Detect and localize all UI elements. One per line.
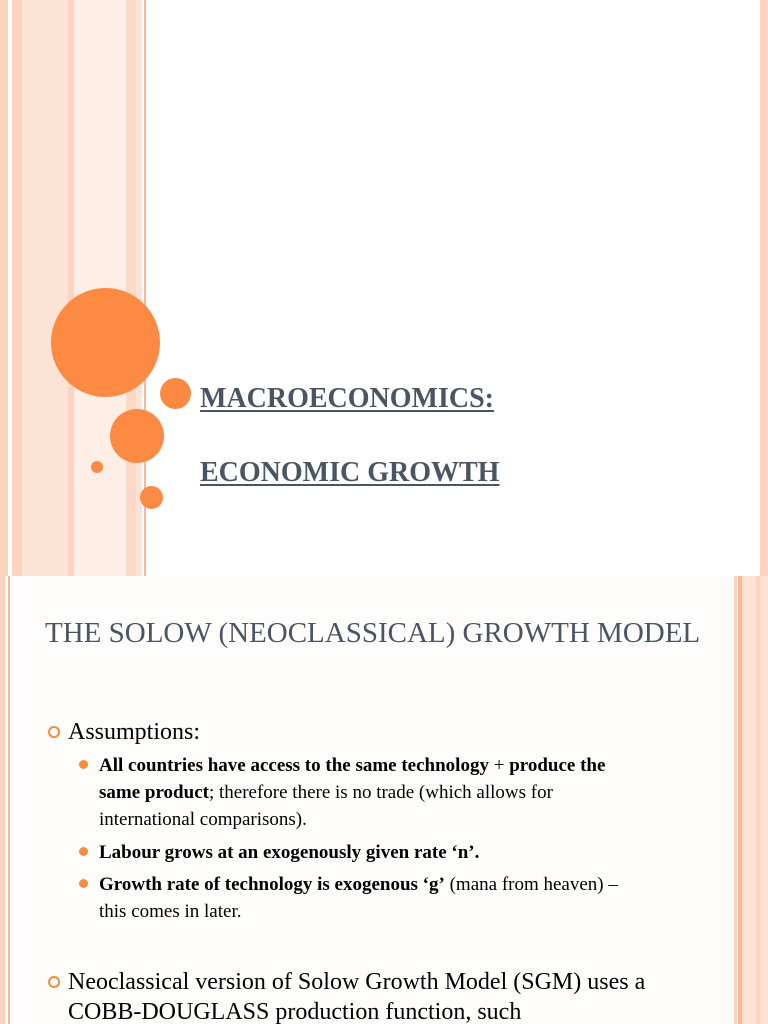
sub-bullet-bold: Labour grows at an exogenously given rate ‘n’. <box>99 842 480 863</box>
decor-circle-medium <box>110 409 164 463</box>
sub-bullet-text: ; therefore there is no trade (which allows for international comparisons). <box>99 782 553 830</box>
sub-bullet-text: + <box>488 755 510 776</box>
decor-stripe <box>12 0 22 576</box>
bullet-assumptions <box>68 717 708 747</box>
content-slide <box>0 576 768 1024</box>
sub-bullet-bold-2: produce the same product <box>99 755 606 803</box>
bullet-text: Neoclassical version of Solow Growth Model (SGM) uses a COBB-DOUGLASS production function, such <box>68 969 646 1024</box>
slide-title <box>200 343 499 528</box>
slide-heading: THE SOLOW (NEOCLASSICAL) GROWTH MODEL <box>45 617 701 649</box>
decor-stripe <box>126 0 136 576</box>
decor-circle-tiny <box>91 461 103 473</box>
decor-stripe <box>8 576 10 1024</box>
title-line-1: MACROECONOMICS: <box>200 383 494 414</box>
decor-stripe <box>760 576 768 1024</box>
title-line-2: ECONOMIC GROWTH <box>200 457 500 488</box>
sub-bullet-growth-rate <box>99 871 619 925</box>
sub-bullet-bold: Growth rate of technology is exogenous ‘g’ <box>99 874 445 895</box>
decor-stripe <box>22 0 68 576</box>
bullet-dot-icon <box>79 879 88 888</box>
decor-stripe <box>734 576 737 1024</box>
sub-bullet-technology <box>99 752 619 833</box>
bullet-ring-icon <box>48 726 60 738</box>
decor-stripe <box>760 0 768 576</box>
bullet-neoclassical <box>68 967 648 1024</box>
bullet-ring-icon <box>48 976 60 988</box>
bullet-dot-icon <box>79 760 88 769</box>
decor-stripe <box>136 0 142 576</box>
bullet-text: Assumptions: <box>68 719 201 745</box>
decor-circle-small <box>160 378 191 409</box>
sub-bullet-labour <box>99 839 619 866</box>
decor-circle-small-2 <box>140 486 163 509</box>
bullet-dot-icon <box>79 847 88 856</box>
decor-stripe <box>0 0 8 576</box>
sub-bullet-bold: All countries have access to the same technology <box>99 755 489 776</box>
decor-circle-large <box>51 288 160 397</box>
decor-stripe <box>742 576 756 1024</box>
sub-bullet-text: (mana from heaven) – this comes in later. <box>99 874 618 922</box>
decor-stripe <box>0 576 5 1024</box>
